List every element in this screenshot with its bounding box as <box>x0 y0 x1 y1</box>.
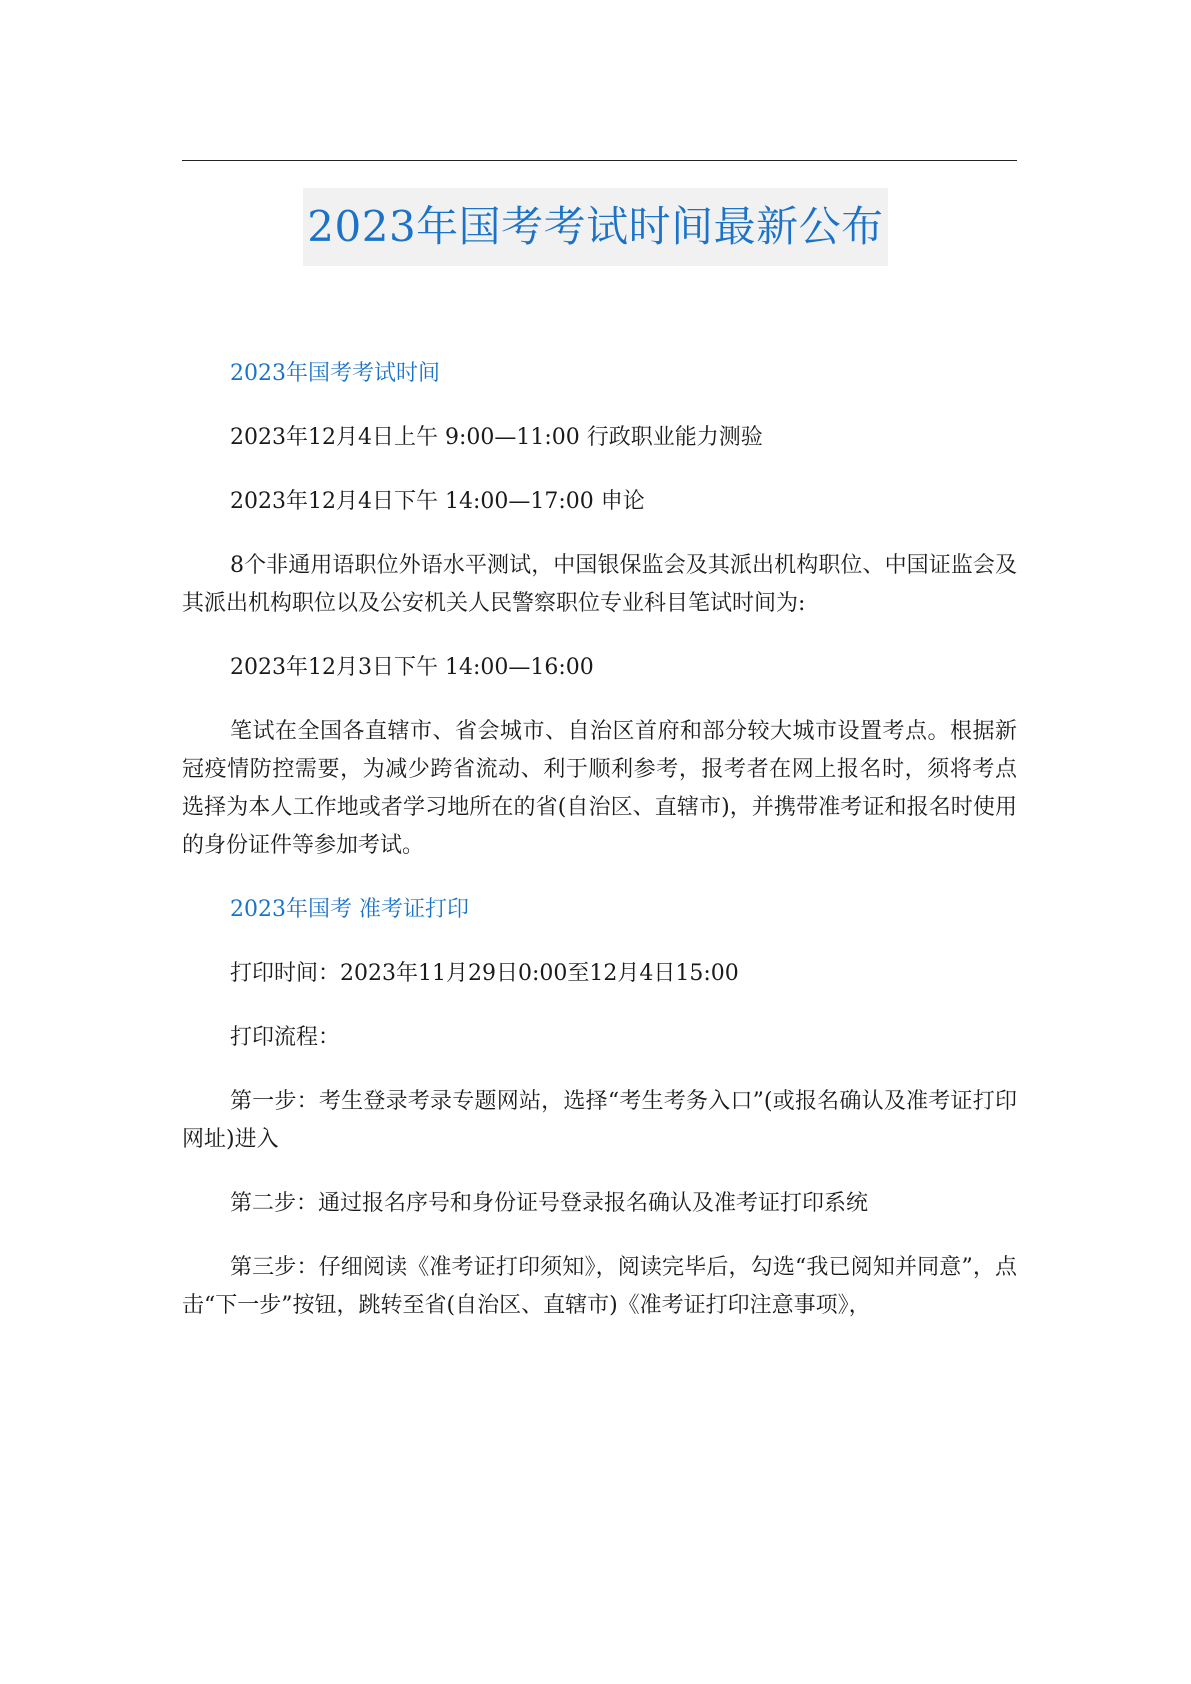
print-time: 打印时间：2023年11月29日0:00至12月4日15:00 <box>230 961 739 986</box>
special-subjects-paragraph: 8个非通用语职位外语水平测试，中国银保监会及其派出机构职位、中国证监会及其派出机构职位以及公安机关人民警察职位专业科目笔试时间为: <box>182 553 1017 616</box>
print-flow-label: 打印流程： <box>230 1025 341 1050</box>
section-heading-admission-ticket: 2023年国考 准考证打印 <box>230 897 469 922</box>
exam-schedule-afternoon: 2023年12月4日下午 14:00—17:00 申论 <box>230 489 645 514</box>
document-body <box>182 355 1017 1351</box>
print-step-1: 第一步：考生登录考录专题网站，选择“考生考务入口”(或报名确认及准考证打印网址)进入 <box>182 1089 1017 1152</box>
header-divider <box>182 160 1017 161</box>
print-step-2: 第二步：通过报名序号和身份证号登录报名确认及准考证打印系统 <box>230 1191 869 1216</box>
special-subjects-schedule: 2023年12月3日下午 14:00—16:00 <box>230 655 594 680</box>
exam-location-paragraph: 笔试在全国各直辖市、省会城市、自治区首府和部分较大城市设置考点。根据新冠疫情防控需要，为减少跨省流动、利于顺利参考，报考者在网上报名时，须将考点选择为本人工作地或者学习地所在的省(自治区、直辖市)，并携带准考证和报名时使用的身份证件等参加考试。 <box>182 719 1017 858</box>
document-title: 2023年国考考试时间最新公布 <box>303 188 887 266</box>
title-container <box>0 188 1191 266</box>
exam-schedule-morning: 2023年12月4日上午 9:00—11:00 行政职业能力测验 <box>230 425 763 450</box>
section-heading-exam-time: 2023年国考考试时间 <box>230 361 440 386</box>
print-step-3: 第三步：仔细阅读《准考证打印须知》，阅读完毕后，勾选“我已阅知并同意”，点击“下一步”按钮，跳转至省(自治区、直辖市)《准考证打印注意事项》， <box>182 1255 1017 1318</box>
